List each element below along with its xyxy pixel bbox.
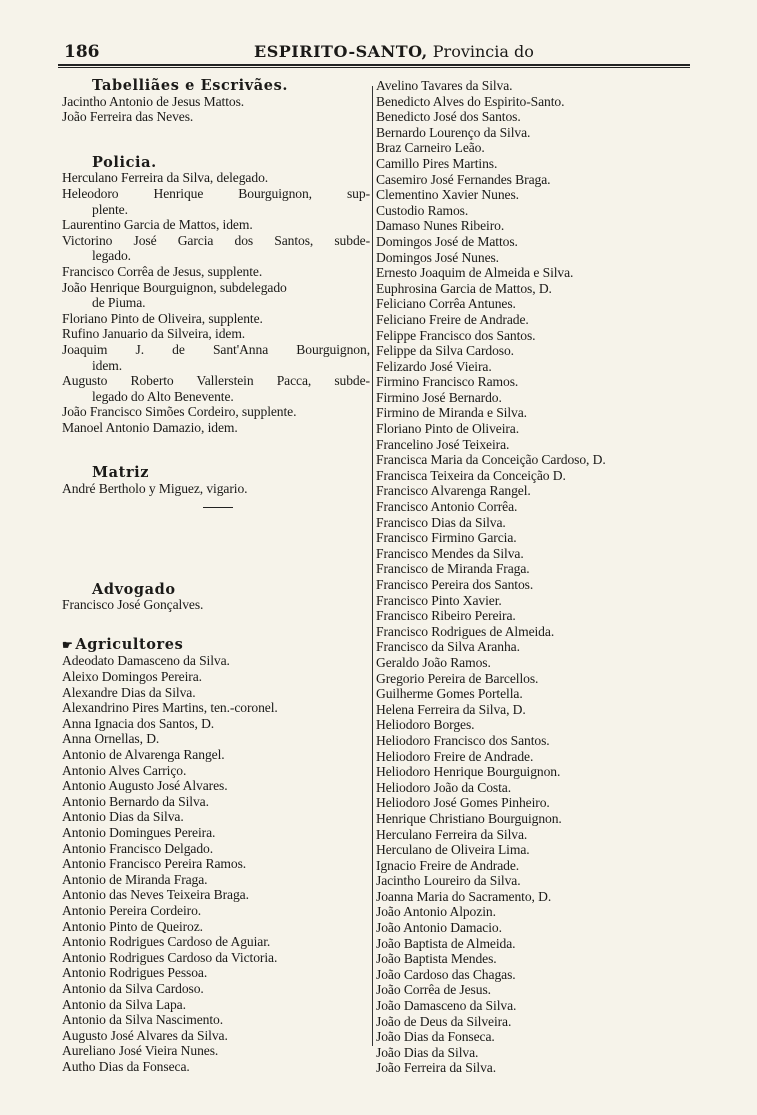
list-item: João de Deus da Silveira.	[376, 1013, 512, 1029]
list-item: Laurentino Garcia de Mattos, idem.	[62, 217, 253, 233]
page-number: 186	[64, 42, 100, 62]
list-item: Francelino José Teixeira.	[376, 436, 510, 452]
list-item: Custodio Ramos.	[376, 202, 469, 218]
list-item: Anna Ignacia dos Santos, D.	[62, 715, 215, 731]
list-item: João Francisco Simões Cordeiro, supplente.	[62, 404, 297, 420]
running-head	[254, 42, 534, 61]
list-item: Francisco Pereira dos Santos.	[376, 577, 534, 592]
list-item: Heliodoro Freire de Andrade.	[376, 748, 534, 764]
list-item: Francisco Rodrigues de Almeida.	[376, 623, 555, 639]
list-item: Augusto José Alvares da Silva.	[62, 1027, 228, 1043]
list-item: Bernardo Lourenço da Silva.	[376, 124, 531, 140]
list-item: Antonio Augusto José Alvares.	[62, 778, 228, 794]
running-title: ESPIRITO-SANTO,	[254, 42, 428, 61]
list-item: Floriano Pinto de Oliveira.	[376, 421, 520, 437]
list-item: Rufino Januario da Silveira, idem.	[62, 326, 246, 342]
list-item: Domingos José de Mattos.	[376, 233, 518, 249]
left-column	[62, 78, 370, 1074]
list-item: Antonio de Alvarenga Rangel.	[62, 747, 225, 762]
list-item: Floriano Pinto de Oliveira, supplente.	[62, 310, 263, 326]
list-item: Gregorio Pereira de Barcellos.	[376, 670, 539, 686]
list-item: Francisco José Gonçalves.	[62, 597, 204, 613]
list-item: legado.	[92, 248, 131, 264]
list-item: plente.	[92, 201, 128, 217]
list-item: Guilherme Gomes Portella.	[376, 686, 523, 702]
list-item: Antonio Bernardo da Silva.	[62, 793, 209, 809]
list-item: Francisco Ribeiro Pereira.	[376, 608, 516, 624]
list-item: Augusto Roberto Vallerstein Pacca, subde-	[62, 373, 370, 389]
list-item: Antonio Rodrigues Cardoso da Victoria.	[62, 949, 278, 965]
list-item: João Baptista Mendes.	[376, 951, 497, 967]
list-item: Autho Dias da Fonseca.	[62, 1058, 190, 1074]
list-item: Joaquim J. de Sant'Anna Bourguignon,	[62, 341, 370, 357]
list-item: Antonio Francisco Delgado.	[62, 840, 214, 856]
list-item: Herculano de Oliveira Lima.	[376, 842, 530, 858]
column-divider	[372, 86, 373, 1046]
list-item: Francisca Teixeira da Conceição D.	[376, 467, 566, 483]
right-column	[376, 78, 694, 1076]
list-item: Joanna Maria do Sacramento, D.	[376, 888, 552, 904]
list-item: João Henrique Bourguignon, subdelegado	[62, 279, 287, 295]
section-heading-agricultores	[62, 637, 370, 654]
list-item: Jacintho Loureiro da Silva.	[376, 873, 521, 889]
list-item: Firmino de Miranda e Silva.	[376, 405, 527, 421]
section-heading-policia: Policia.	[92, 153, 157, 171]
list-item: Clementino Xavier Nunes.	[376, 187, 519, 203]
agricultores-label: Agricultores	[75, 635, 184, 653]
list-item: Braz Carneiro Leão.	[376, 140, 485, 156]
list-item: Francisco de Miranda Fraga.	[376, 561, 530, 577]
list-item: Felippe da Silva Cardoso.	[376, 343, 514, 359]
list-item: Herculano Ferreira da Silva, delegado.	[62, 170, 269, 186]
list-item: Felizardo José Vieira.	[376, 358, 492, 374]
list-item: Casemiro José Fernandes Braga.	[376, 171, 551, 187]
list-item: Heliodoro José Gomes Pinheiro.	[376, 795, 550, 811]
list-item: Antonio da Silva Nascimento.	[62, 1012, 224, 1028]
list-item: Heliodoro João da Costa.	[376, 779, 512, 795]
list-item: Antonio Domingues Pereira.	[62, 824, 216, 840]
list-item: Camillo Pires Martins.	[376, 155, 498, 171]
page-header	[58, 38, 690, 64]
list-item: Antonio Francisco Pereira Ramos.	[62, 856, 247, 872]
list-item: Ignacio Freire de Andrade.	[376, 857, 520, 873]
list-item: Firmino José Bernardo.	[376, 389, 502, 405]
list-item: Aureliano José Vieira Nunes.	[62, 1043, 219, 1059]
list-item: Francisco Corrêa de Jesus, supplente.	[62, 263, 263, 279]
list-item: João Dias da Fonseca.	[376, 1029, 495, 1045]
section-heading-tabelliaes: Tabelliães e Escrivães.	[92, 77, 289, 94]
list-item: Firmino Francisco Ramos.	[376, 374, 519, 390]
list-item: Antonio de Miranda Fraga.	[62, 871, 208, 887]
running-subtitle: Provincia do	[432, 42, 534, 61]
list-item: Antonio das Neves Teixeira Braga.	[62, 887, 249, 903]
list-item: Francisca Maria da Conceição Cardoso, D.	[376, 452, 606, 468]
list-item: João Cardoso das Chagas.	[376, 966, 516, 982]
list-item: Avelino Tavares da Silva.	[376, 78, 513, 93]
list-item: André Bertholo y Miguez, vigario.	[62, 481, 248, 497]
list-item: Antonio Pereira Cordeiro.	[62, 902, 202, 918]
list-item: Antonio Dias da Silva.	[62, 809, 184, 825]
list-item: Francisco da Silva Aranha.	[376, 639, 520, 655]
list-item: Antonio da Silva Lapa.	[62, 996, 186, 1012]
list-item: Francisco Alvarenga Rangel.	[376, 483, 531, 499]
list-item: João Antonio Alpozin.	[376, 904, 496, 920]
list-item: João Dias da Silva.	[376, 1044, 479, 1060]
header-rule	[58, 64, 690, 68]
list-item: João Baptista de Almeida.	[376, 935, 516, 951]
list-item: Antonio Pinto de Queiroz.	[62, 918, 203, 934]
list-item: Benedicto José dos Santos.	[376, 109, 521, 125]
list-item: de Piuma.	[92, 295, 146, 311]
list-item: Heliodoro Francisco dos Santos.	[376, 732, 550, 748]
list-item: João Corrêa de Jesus.	[376, 982, 491, 998]
list-item: Feliciano Corrêa Antunes.	[376, 296, 516, 312]
list-item: Henrique Christiano Bourguignon.	[376, 810, 562, 826]
list-item: João Ferreira da Silva.	[376, 1060, 497, 1076]
list-item: Heliodoro Henrique Bourguignon.	[376, 764, 561, 780]
list-item: Jacintho Antonio de Jesus Mattos.	[62, 93, 245, 109]
list-item: Antonio Alves Carriço.	[62, 762, 187, 778]
list-item: Helena Ferreira da Silva, D.	[376, 701, 526, 717]
list-item: Herculano Ferreira da Silva.	[376, 826, 528, 842]
list-item: Manoel Antonio Damazio, idem.	[62, 419, 238, 435]
list-item: João Damasceno da Silva.	[376, 998, 517, 1014]
section-heading-advogado: Advogado	[92, 580, 176, 598]
section-heading-matriz: Matriz	[92, 464, 150, 482]
list-item: Benedicto Alves do Espirito-Santo.	[376, 93, 565, 109]
list-item: Anna Ornellas, D.	[62, 731, 160, 747]
list-item: Francisco Dias da Silva.	[376, 514, 506, 530]
list-item: Geraldo João Ramos.	[376, 654, 491, 670]
list-item: legado do Alto Benevente.	[92, 388, 234, 404]
list-item: Antonio da Silva Cardoso.	[62, 980, 204, 996]
list-item: idem.	[92, 357, 123, 373]
list-item: João Antonio Damacio.	[376, 920, 502, 936]
list-item: Alexandre Dias da Silva.	[62, 684, 196, 700]
manicule-icon: ☛	[62, 637, 74, 652]
list-item: Domingos José Nunes.	[376, 249, 499, 265]
list-item: Antonio Rodrigues Cardoso de Aguiar.	[62, 934, 271, 950]
agricultores-list	[62, 653, 370, 1074]
list-item: Francisco Mendes da Silva.	[376, 545, 524, 561]
list-item: Heliodoro Borges.	[376, 717, 475, 733]
list-item: Feliciano Freire de Andrade.	[376, 311, 529, 327]
list-item: Antonio Rodrigues Pessoa.	[62, 965, 208, 981]
list-item: Francisco Antonio Corrêa.	[376, 499, 518, 515]
list-item: Victorino José Garcia dos Santos, subde-	[62, 232, 370, 248]
list-item: Francisco Pinto Xavier.	[376, 592, 502, 608]
list-item: Heleodoro Henrique Bourguignon, sup-	[62, 185, 370, 201]
list-item: Felippe Francisco dos Santos.	[376, 327, 536, 343]
list-item: Ernesto Joaquim de Almeida e Silva.	[376, 265, 574, 281]
list-item: Euphrosina Garcia de Mattos, D.	[376, 280, 552, 296]
list-item: Alexandrino Pires Martins, ten.-coronel.	[62, 700, 278, 716]
list-item: João Ferreira das Neves.	[62, 109, 194, 125]
list-item: Aleixo Domingos Pereira.	[62, 669, 202, 685]
list-item: Damaso Nunes Ribeiro.	[376, 218, 505, 234]
list-item: Adeodato Damasceno da Silva.	[62, 653, 230, 669]
list-item: Francisco Firmino Garcia.	[376, 530, 517, 546]
